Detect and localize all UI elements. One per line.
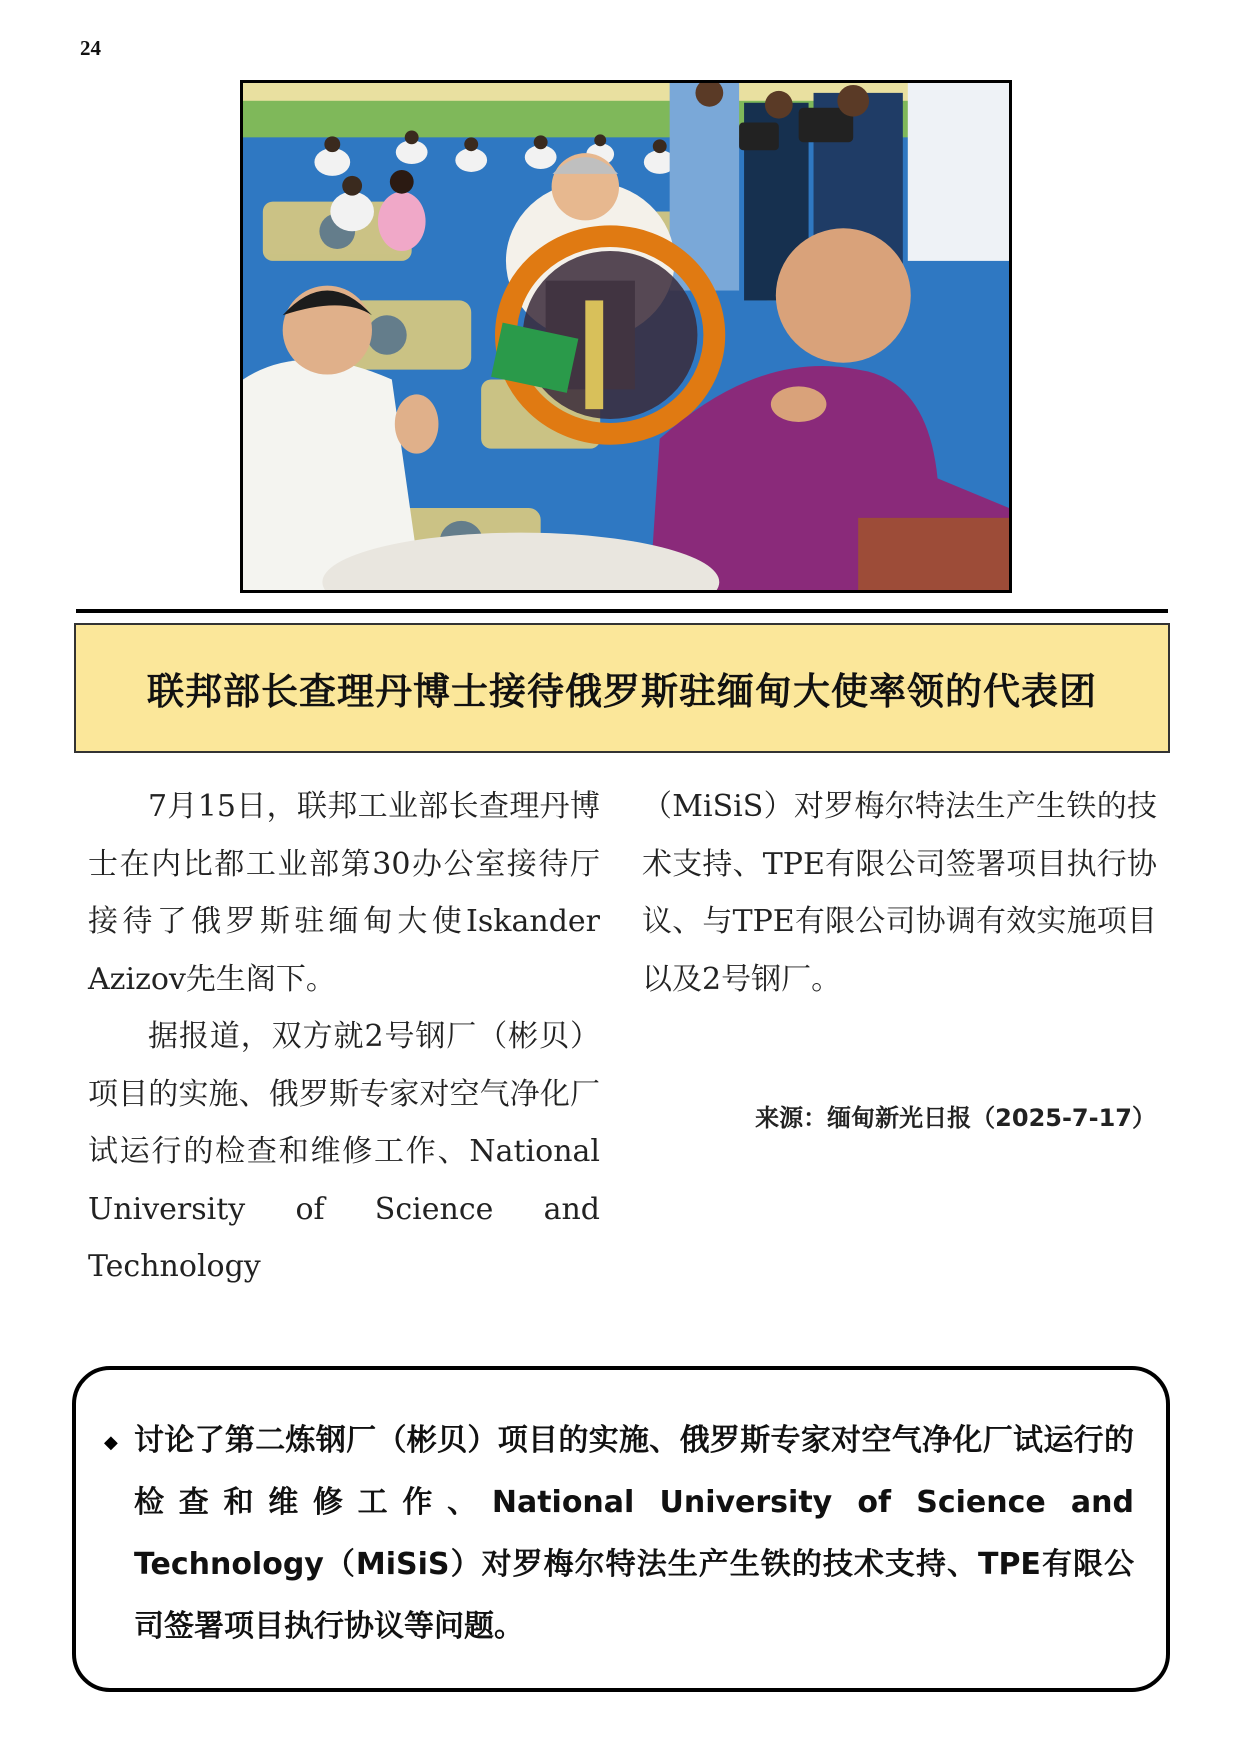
article-paragraph: 据报道，双方就2号钢厂（彬贝）项目的实施、俄罗斯专家对空气净化厂试运行的检查和维修工作、National University of Science and Technology [88, 1019, 600, 1284]
headline: 联邦部长查理丹博士接待俄罗斯驻缅甸大使率领的代表团 [147, 670, 1097, 713]
summary-text: 讨论了第二炼钢厂（彬贝）项目的实施、俄罗斯专家对空气净化厂试运行的检查和维修工作、National University of Science and Technology（MiSiS）对罗梅尔特法生产生铁的技术支持、TPE有限公司签署项目执行协议等问题。 [134, 1423, 1134, 1644]
section-divider [76, 609, 1168, 613]
diamond-bullet-icon: ◆ [104, 1432, 118, 1453]
article-paragraph: （MiSiS）对罗梅尔特法生产生铁的技术支持、TPE有限公司签署项目执行协议、与TPE有限公司协调有效实施项目以及2号钢厂。 [642, 789, 1157, 997]
photo-ceremony-illustration [243, 83, 1009, 590]
article-column-right [642, 778, 1157, 1008]
news-photo [240, 80, 1012, 593]
article-paragraph: 7月15日，联邦工业部长查理丹博士在内比都工业部第30办公室接待厅接待了俄罗斯驻缅甸大使Iskander Azizov先生阁下。 [88, 789, 600, 997]
source-credit: 来源：缅甸新光日报（2025-7-17） [755, 1104, 1156, 1132]
headline-box [74, 623, 1170, 753]
article-column-left [88, 778, 600, 1296]
summary-box [72, 1366, 1170, 1692]
page-number: 24 [80, 36, 101, 60]
